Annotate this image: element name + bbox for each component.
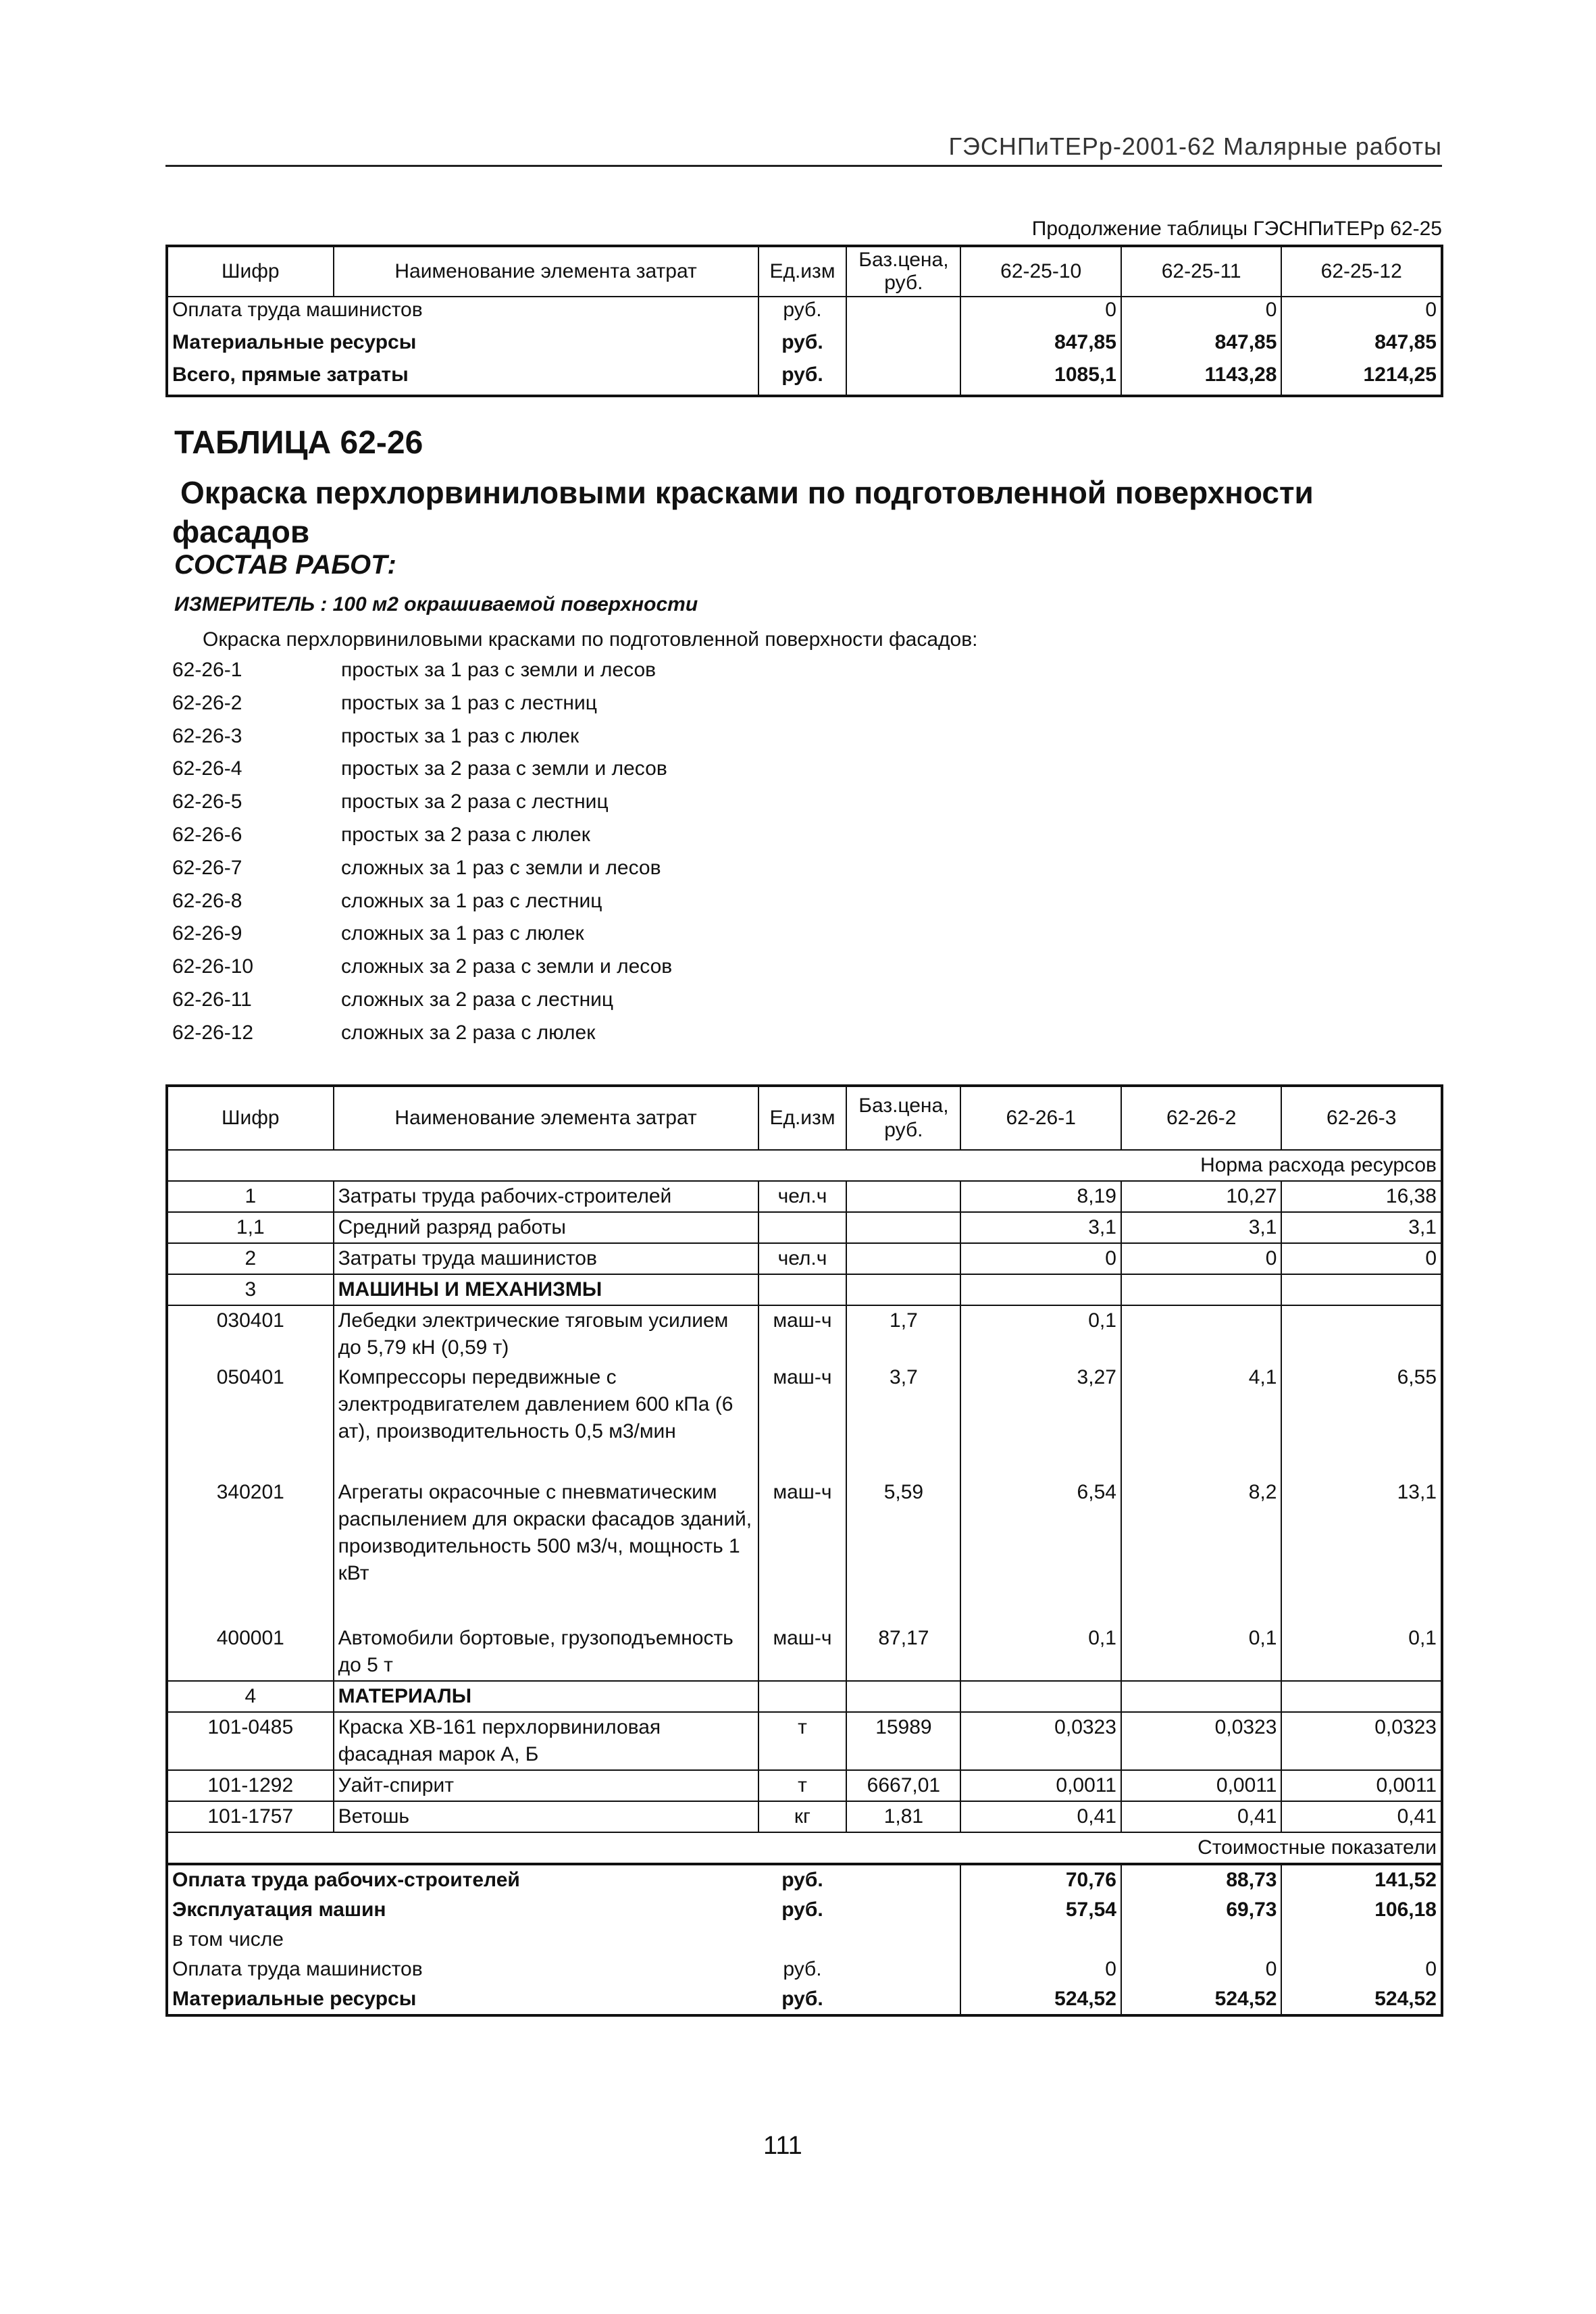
summary-value: 106,18 (1281, 1895, 1442, 1925)
summary-value: 70,76 (960, 1864, 1121, 1895)
summary-value (1121, 1925, 1282, 1955)
row-name: Средний разряд работы (334, 1212, 758, 1243)
row-value: 847,85 (1121, 330, 1282, 362)
list-item (172, 857, 672, 890)
row-code: 050401 (167, 1363, 334, 1478)
summary-value: 57,54 (960, 1895, 1121, 1925)
row-value (960, 1274, 1121, 1305)
row-name (167, 330, 758, 362)
row-unit: руб. (758, 297, 847, 330)
measure-line (174, 593, 698, 616)
row-name: МАТЕРИАЛЫ (334, 1681, 758, 1712)
row-value: 3,1 (960, 1212, 1121, 1243)
work-text: сложных за 1 раз с люлек (341, 922, 584, 945)
table-row (167, 1274, 1442, 1305)
row-code: 4 (167, 1681, 334, 1712)
row-unit: кг (758, 1801, 847, 1832)
summary-unit: руб. (781, 1988, 823, 2010)
summary-value: 524,52 (960, 1984, 1121, 2015)
row-price (846, 330, 960, 362)
table-row (167, 1305, 1442, 1363)
row-value: 847,85 (1281, 330, 1442, 362)
row-value: 0,1 (1121, 1624, 1282, 1681)
work-code: 62-26-4 (172, 757, 242, 780)
row-unit: маш-ч (758, 1478, 847, 1624)
row-value: 3,1 (1281, 1212, 1442, 1243)
row-value: 8,2 (1121, 1478, 1282, 1624)
summary-row (167, 1955, 1442, 1984)
row-unit: маш-ч (758, 1624, 847, 1681)
summary-value: 0 (960, 1955, 1121, 1984)
row-unit: чел.ч (758, 1243, 847, 1274)
column-header: Баз.цена, руб. (846, 1086, 960, 1150)
row-value: 13,1 (1281, 1478, 1442, 1624)
column-header: Шифр (167, 246, 334, 297)
table-row (167, 1801, 1442, 1832)
row-name: Агрегаты окрасочные с пневматическим распылением для окраски фасадов зданий, производительность 500 м3/ч, мощность 1 кВт (334, 1478, 758, 1624)
list-item (172, 890, 672, 923)
row-code: 400001 (167, 1624, 334, 1681)
list-item (172, 955, 672, 988)
summary-name: Оплата труда рабочих-строителей (167, 1864, 758, 1895)
works-list (172, 659, 672, 1055)
row-unit: руб. (758, 330, 847, 362)
continuation-caption: Продолжение таблицы ГЭСНПиТЕРр 62-25 (1031, 218, 1442, 240)
row-value: 6,55 (1281, 1363, 1442, 1478)
work-text: простых за 2 раза с люлек (341, 823, 590, 846)
row-code: 101-1292 (167, 1770, 334, 1801)
row-unit: т (758, 1770, 847, 1801)
row-value: 4,1 (1121, 1363, 1282, 1478)
work-code: 62-26-3 (172, 724, 242, 747)
row-value: 0,41 (1281, 1801, 1442, 1832)
row-name: Краска ХВ-161 перхлорвиниловая фасадная марок А, Б (334, 1712, 758, 1770)
summary-name: Оплата труда машинистов (172, 1958, 423, 1980)
row-value (1281, 1305, 1442, 1363)
measure-value: 100 м2 окрашиваемой поверхности (332, 593, 698, 615)
row-code: 030401 (167, 1305, 334, 1363)
row-unit: руб. (758, 362, 847, 396)
row-value: 0 (1121, 297, 1282, 330)
summary-row (167, 1984, 1442, 2015)
row-value: 6,54 (960, 1478, 1121, 1624)
subtitle-line: фасадов (172, 514, 310, 549)
summary-row (167, 1925, 1442, 1955)
row-unit (758, 1274, 847, 1305)
row-name: Уайт-спирит (334, 1770, 758, 1801)
row-price: 87,17 (846, 1624, 960, 1681)
row-value: 0,1 (960, 1305, 1121, 1363)
row-value (1281, 1274, 1442, 1305)
summary-value: 524,52 (1281, 1984, 1442, 2015)
row-value: 0,1 (960, 1624, 1121, 1681)
summary-row (167, 1864, 1442, 1895)
row-value: 3,1 (1121, 1212, 1282, 1243)
row-name: Компрессоры передвижные с электродвигателем давлением 600 кПа (6 ат), производительность 0,5 м3/мин (334, 1363, 758, 1478)
cell-text: Оплата труда машинистов (172, 299, 423, 321)
work-text: сложных за 2 раза с земли и лесов (341, 955, 673, 978)
row-name: Автомобили бортовые, грузоподъемность до 5 т (334, 1624, 758, 1681)
row-value: 10,27 (1121, 1181, 1282, 1212)
row-code: 101-0485 (167, 1712, 334, 1770)
list-item (172, 757, 672, 790)
summary-unit: руб. (758, 1864, 847, 1895)
list-item (172, 1022, 672, 1055)
row-unit (758, 1212, 847, 1243)
page-header: ГЭСНПиТЕРр-2001-62 Малярные работы (165, 132, 1442, 167)
row-value: 0,1 (1281, 1624, 1442, 1681)
row-price: 1,7 (846, 1305, 960, 1363)
works-intro: Окраска перхлорвиниловыми красками по подготовленной поверхности фасадов: (203, 628, 978, 651)
summary-name: Материальные ресурсы (172, 1988, 417, 2010)
row-unit: чел.ч (758, 1181, 847, 1212)
section-caption-row (167, 1832, 1442, 1864)
list-item (172, 725, 672, 758)
table-row (167, 1212, 1442, 1243)
row-value: 0,0323 (1121, 1712, 1282, 1770)
row-code: 1 (167, 1181, 334, 1212)
row-unit (758, 1681, 847, 1712)
work-text: сложных за 1 раз с лестниц (341, 889, 602, 912)
column-header: 62-25-11 (1121, 246, 1282, 297)
row-price (846, 1243, 960, 1274)
table-header-row (167, 1086, 1442, 1150)
list-item (172, 659, 672, 692)
continuation-table (165, 245, 1443, 397)
work-code: 62-26-10 (172, 955, 254, 978)
row-value: 8,19 (960, 1181, 1121, 1212)
summary-value: 0 (1121, 1955, 1282, 1984)
table-row (167, 1243, 1442, 1274)
table-row (167, 1624, 1442, 1681)
work-text: простых за 1 раз с люлек (341, 724, 580, 747)
row-code: 2 (167, 1243, 334, 1274)
summary-name: в том числе (172, 1928, 284, 1951)
summary-unit: руб. (783, 1958, 822, 1980)
cost-caption: Стоимостные показатели (167, 1832, 1442, 1864)
summary-price (846, 1955, 960, 1984)
row-price: 5,59 (846, 1478, 960, 1624)
column-header: 62-26-2 (1121, 1086, 1282, 1150)
summary-value: 88,73 (1121, 1864, 1282, 1895)
list-item (172, 922, 672, 955)
table-subtitle (172, 473, 1442, 551)
row-price (846, 1274, 960, 1305)
row-value: 0,0323 (1281, 1712, 1442, 1770)
row-value: 3,27 (960, 1363, 1121, 1478)
work-code: 62-26-12 (172, 1021, 254, 1044)
row-name (167, 297, 758, 330)
section-caption-row (167, 1150, 1442, 1181)
column-header: Наименование элемента затрат (334, 1086, 758, 1150)
works-heading: СОСТАВ РАБОТ: (174, 550, 396, 580)
table-row (167, 1363, 1442, 1478)
row-value: 0,41 (1121, 1801, 1282, 1832)
row-value: 0 (1281, 1243, 1442, 1274)
summary-price (846, 1984, 960, 2015)
work-code: 62-26-9 (172, 922, 242, 945)
row-price (846, 1181, 960, 1212)
row-value: 0,0011 (1121, 1770, 1282, 1801)
row-code: 340201 (167, 1478, 334, 1624)
page-number: 111 (763, 2132, 802, 2160)
summary-value: 141,52 (1281, 1864, 1442, 1895)
row-value: 0,0011 (960, 1770, 1121, 1801)
row-value: 0,41 (960, 1801, 1121, 1832)
work-code: 62-26-7 (172, 856, 242, 879)
column-header: 62-25-10 (960, 246, 1121, 297)
work-text: простых за 2 раза с лестниц (341, 790, 609, 813)
row-value: 847,85 (960, 330, 1121, 362)
work-text: сложных за 2 раза с лестниц (341, 988, 614, 1011)
column-header: Баз.цена, руб. (846, 246, 960, 297)
table-row (167, 1681, 1442, 1712)
table-heading: ТАБЛИЦА 62-26 (174, 425, 423, 461)
summary-value: 524,52 (1121, 1984, 1282, 2015)
summary-name: Эксплуатация машин (172, 1898, 386, 1921)
table-row (167, 362, 1442, 396)
row-name: Затраты труда машинистов (334, 1243, 758, 1274)
list-item (172, 692, 672, 725)
row-unit: маш-ч (758, 1363, 847, 1478)
row-price (846, 362, 960, 396)
summary-value: 0 (1281, 1955, 1442, 1984)
row-price: 3,7 (846, 1363, 960, 1478)
table-row (167, 1181, 1442, 1212)
row-value: 0 (960, 1243, 1121, 1274)
table-row (167, 297, 1442, 330)
row-value: 16,38 (1281, 1181, 1442, 1212)
work-code: 62-26-2 (172, 691, 242, 714)
summary-value (1281, 1925, 1442, 1955)
work-text: простых за 1 раз с лестниц (341, 691, 597, 714)
list-item (172, 790, 672, 824)
work-text: сложных за 1 раз с земли и лесов (341, 856, 661, 879)
table-row (167, 1770, 1442, 1801)
row-code: 1,1 (167, 1212, 334, 1243)
norm-caption: Норма расхода ресурсов (167, 1150, 1442, 1181)
column-header: Ед.изм (758, 246, 847, 297)
row-value: 0 (960, 297, 1121, 330)
resource-table (165, 1084, 1443, 2017)
row-price: 1,81 (846, 1801, 960, 1832)
row-code: 3 (167, 1274, 334, 1305)
row-unit: т (758, 1712, 847, 1770)
table-header-row (167, 246, 1442, 297)
row-value: 0,0011 (1281, 1770, 1442, 1801)
row-value (1121, 1305, 1282, 1363)
work-text: простых за 2 раза с земли и лесов (341, 757, 667, 780)
row-price (846, 1681, 960, 1712)
row-value (1121, 1681, 1282, 1712)
measure-label: ИЗМЕРИТЕЛЬ : (174, 593, 328, 615)
work-code: 62-26-8 (172, 889, 242, 912)
work-code: 62-26-5 (172, 790, 242, 813)
list-item (172, 988, 672, 1022)
list-item (172, 824, 672, 857)
table-row (167, 1712, 1442, 1770)
cell-text: Всего, прямые затраты (172, 363, 409, 386)
work-code: 62-26-11 (172, 988, 252, 1011)
row-value: 0 (1281, 297, 1442, 330)
row-name: Затраты труда рабочих-строителей (334, 1181, 758, 1212)
row-value (960, 1681, 1121, 1712)
summary-unit: руб. (781, 1898, 823, 1921)
summary-price (846, 1864, 960, 1895)
row-code: 101-1757 (167, 1801, 334, 1832)
row-name: МАШИНЫ И МЕХАНИЗМЫ (334, 1274, 758, 1305)
row-name: Лебедки электрические тяговым усилием до 5,79 кН (0,59 т) (334, 1305, 758, 1363)
row-unit: маш-ч (758, 1305, 847, 1363)
work-text: простых за 1 раз с земли и лесов (341, 659, 657, 681)
row-value: 1214,25 (1281, 362, 1442, 396)
row-price: 15989 (846, 1712, 960, 1770)
row-price: 6667,01 (846, 1770, 960, 1801)
summary-row (167, 1895, 1442, 1925)
row-name (167, 362, 758, 396)
column-header: Шифр (167, 1086, 334, 1150)
column-header: 62-25-12 (1281, 246, 1442, 297)
summary-unit (758, 1925, 847, 1955)
table-row (167, 330, 1442, 362)
summary-price (846, 1895, 960, 1925)
row-value: 1085,1 (960, 362, 1121, 396)
work-code: 62-26-6 (172, 823, 242, 846)
row-value: 0,0323 (960, 1712, 1121, 1770)
work-code: 62-26-1 (172, 659, 242, 681)
column-header: 62-26-3 (1281, 1086, 1442, 1150)
work-text: сложных за 2 раза с люлек (341, 1021, 596, 1044)
summary-value (960, 1925, 1121, 1955)
row-value (1121, 1274, 1282, 1305)
summary-price (846, 1925, 960, 1955)
row-price (846, 297, 960, 330)
subtitle-line: Окраска перхлорвиниловыми красками по подготовленной поверхности (180, 475, 1314, 510)
row-value (1281, 1681, 1442, 1712)
column-header: Наименование элемента затрат (334, 246, 758, 297)
row-value: 1143,28 (1121, 362, 1282, 396)
cell-text: Материальные ресурсы (172, 331, 417, 353)
column-header: 62-26-1 (960, 1086, 1121, 1150)
column-header: Ед.изм (758, 1086, 847, 1150)
row-name: Ветошь (334, 1801, 758, 1832)
row-value: 0 (1121, 1243, 1282, 1274)
summary-value: 69,73 (1121, 1895, 1282, 1925)
row-price (846, 1212, 960, 1243)
table-row (167, 1478, 1442, 1624)
